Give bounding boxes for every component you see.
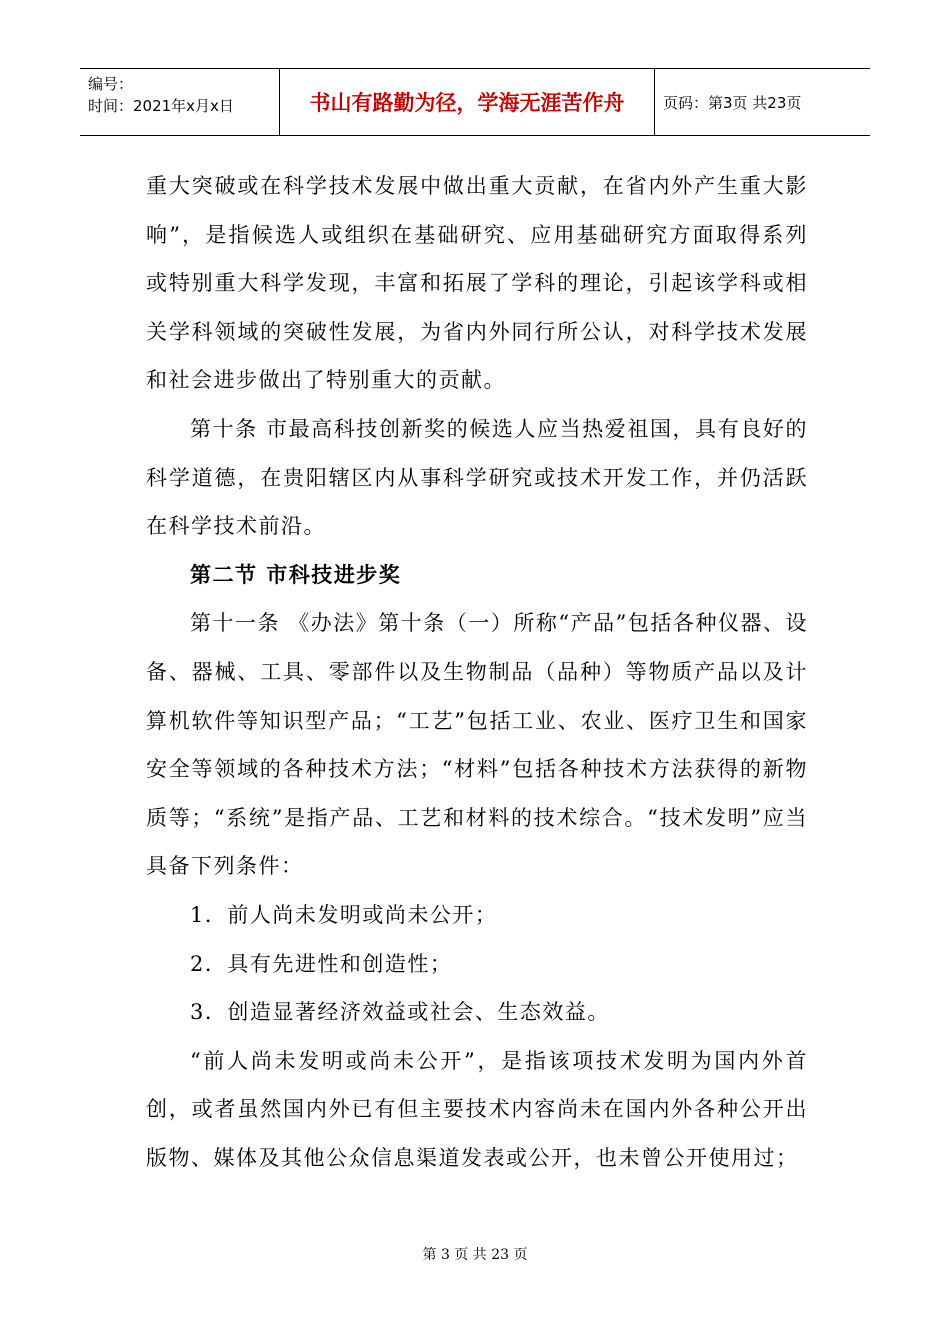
header-meta (80, 69, 280, 135)
section-heading: 第二节 市科技进步奖 (190, 562, 402, 587)
paragraph-4: “前人尚未发明或尚未公开”，是指该项技术发明为国内外首创，或者虽然国内外已有但主要技术内容尚未在国内外各种公开出版物、媒体及其他公众信息渠道发表或公开，也未曾公开使用过； (146, 1048, 808, 1170)
time-label: 时间：2021年x月x日 (88, 97, 234, 115)
paragraph-2: 第十条 市最高科技创新奖的候选人应当热爱祖国，具有良好的科学道德，在贵阳辖区内从事科学研究或技术开发工作，并仍活跃在科学技术前沿。 (146, 416, 808, 539)
number-label: 编号： (88, 75, 134, 93)
header-page-info: 页码：第3页 共23页 (663, 93, 802, 112)
list-item-3: 3．创造显著经济效益或社会、生态效益。 (190, 1000, 610, 1025)
header-motto: 书山有路勤为径，学海无涯苦作舟 (280, 69, 655, 135)
list-item-1: 1．前人尚未发明或尚未公开； (190, 902, 498, 927)
paragraph-3: 第十一条 《办法》第十条（一）所称“产品”包括各种仪器、设备、器械、工具、零部件以及生物制品（品种）等物质产品以及计算机软件等知识型产品；“工艺”包括工业、农业、医疗卫生和国家安全等领域的各种技术方法；“材料”包括各种技术方法获得的新物质等；“系统”是指产品、工艺和材料的技术综合。“技术发明”应当具备下列条件： (146, 611, 808, 879)
page-footer: 第 3 页 共 23 页 (422, 1247, 528, 1263)
document-body (146, 162, 808, 1182)
page-header (80, 68, 870, 136)
paragraph-1: 重大突破或在科学技术发展中做出重大贡献，在省内外产生重大影响”，是指候选人或组织在基础研究、应用基础研究方面取得系列或特别重大科学发现，丰富和拓展了学科的理论，引起该学科或相关学科领域的突破性发展，为省内外同行所公认，对科学技术发展和社会进步做出了特别重大的贡献。 (146, 174, 808, 393)
list-item-2: 2．具有先进性和创造性； (190, 951, 453, 976)
